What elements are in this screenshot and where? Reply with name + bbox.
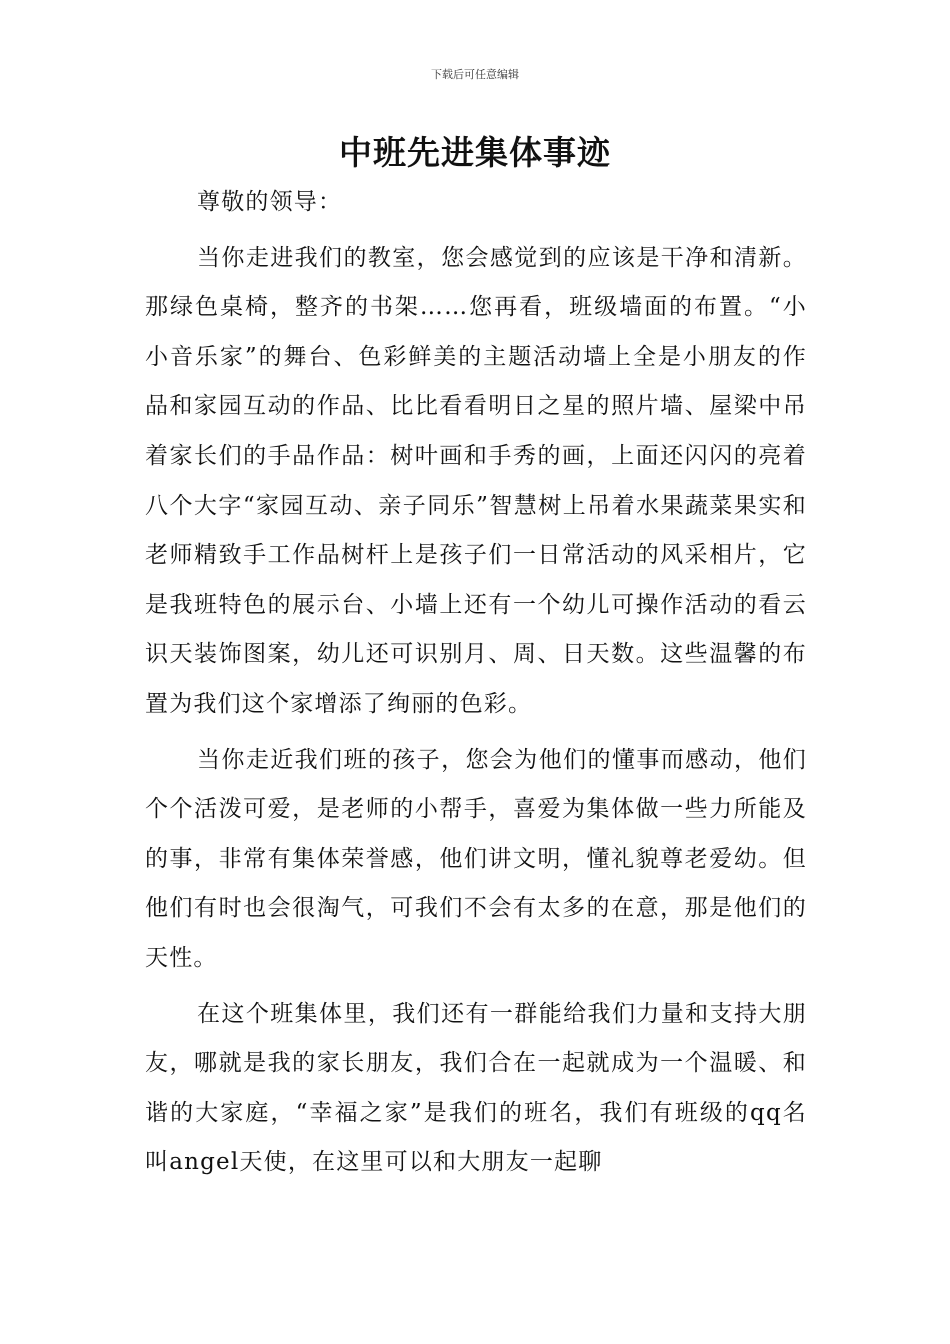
salutation: 尊敬的领导： [197, 189, 343, 215]
document-body [145, 178, 807, 1194]
header-note: 下载后可任意编辑 [431, 68, 519, 81]
document-title: 中班先进集体事迹 [339, 133, 611, 172]
paragraph-1: 当你走进我们的教室，您会感觉到的应该是干净和清新。那绿色桌椅，整齐的书架……您再看，班级墙面的布置。“小小音乐家”的舞台、色彩鲜美的主题活动墙上全是小朋友的作品和家园互动的作品、比比看看明日之星的照片墙、屋梁中吊着家长们的手品作品：树叶画和手秀的画，上面还闪闪的亮着八个大字“家园互动、亲子同乐”智慧树上吊着水果蔬菜果实和老师精致手工作品树杆上是孩子们一日常活动的风采相片，它是我班特色的展示台、小墙上还有一个幼儿可操作活动的看云识天装饰图案，幼儿还可识别月、周、日天数。这些温馨的布置为我们这个家增添了绚丽的色彩。 [145, 244, 807, 717]
paragraph-3: 在这个班集体里，我们还有一群能给我们力量和支持大朋友，哪就是我的家长朋友，我们合在一起就成为一个温暖、和谐的大家庭，“幸福之家”是我们的班名，我们有班级的qq名叫angel天使，在这里可以和大朋友一起聊 [145, 1000, 807, 1176]
paragraph-2: 当你走近我们班的孩子，您会为他们的懂事而感动，他们个个活泼可爱，是老师的小帮手，喜爱为集体做一些力所能及的事，非常有集体荣誉感，他们讲文明，懂礼貌尊老爱幼。但他们有时也会很淘气，可我们不会有太多的在意，那是他们的天性。 [145, 746, 807, 971]
